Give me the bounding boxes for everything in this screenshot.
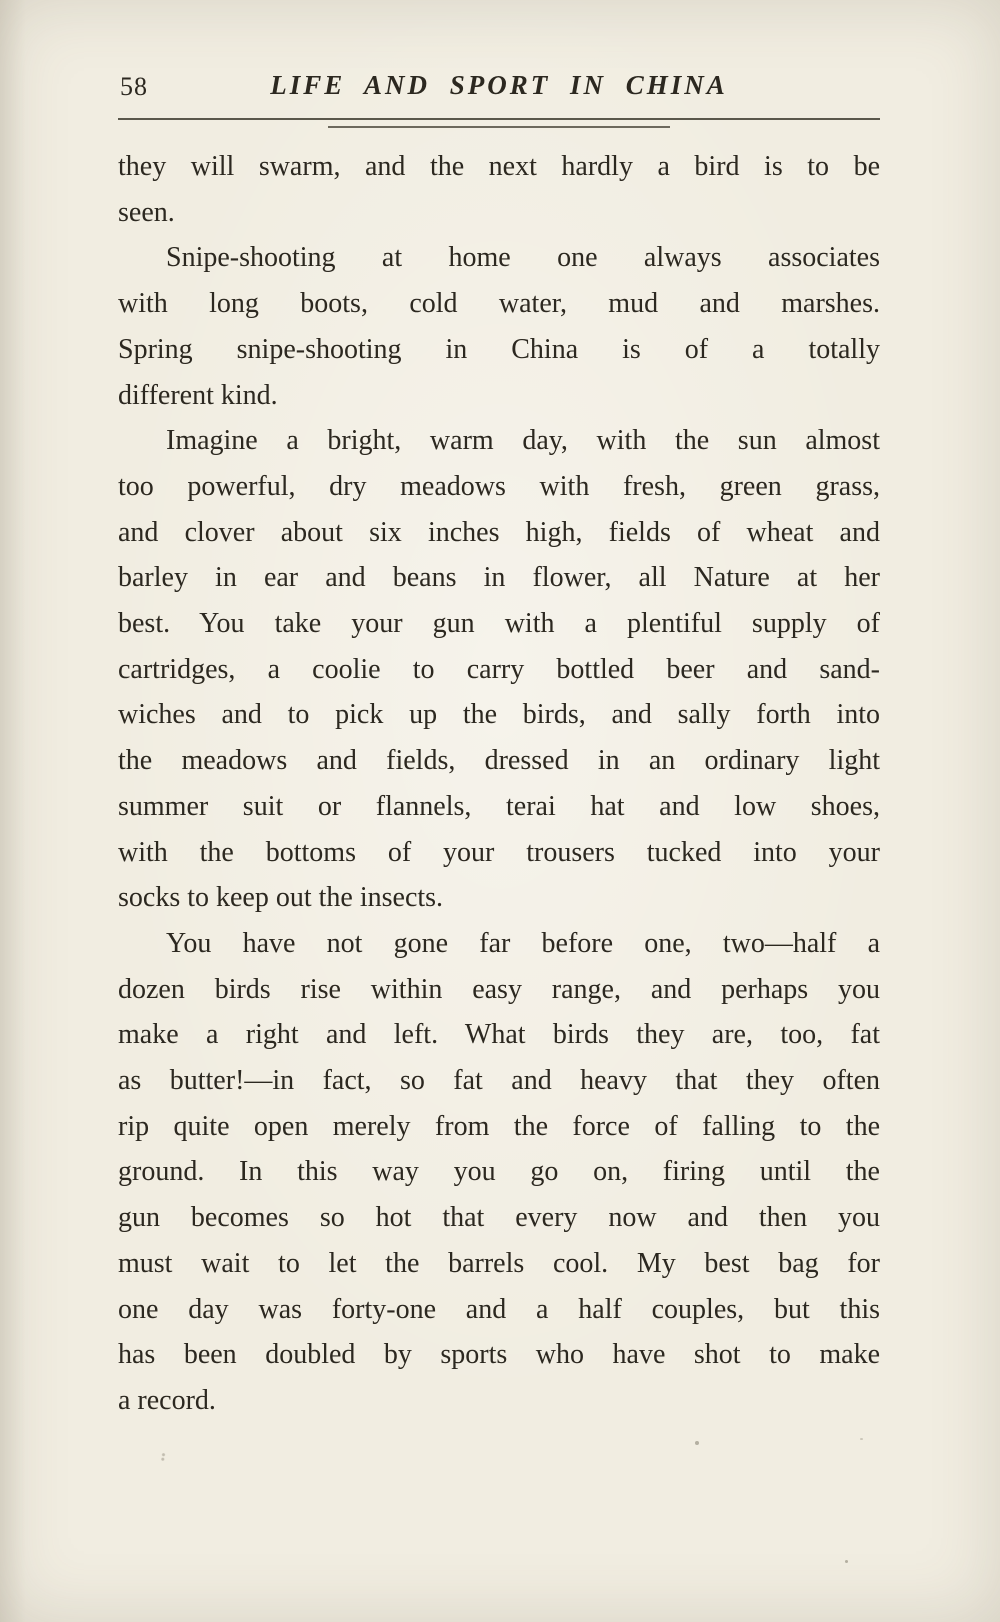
text-line: wiches and to pick up the birds, and sally forth into [118,699,880,731]
text-line: Spring snipe-shooting in China is of a totally [118,333,880,365]
text-line: Snipe-shooting at home one always associates [166,242,880,274]
text-line: too powerful, dry meadows with fresh, green grass, [118,470,880,502]
header-rule [118,118,880,120]
text-block [118,70,880,1424]
body-text [118,144,880,1424]
text-line: Imagine a bright, warm day, with the sun almost [166,425,880,457]
text-line: You have not gone far before one, two—half a [166,927,880,959]
text-line: rip quite open merely from the force of falling to the [118,1110,880,1142]
text-line: best. You take your gun with a plentiful supply of [118,608,880,640]
page-number: 58 [120,72,148,101]
text-line: socks to keep out the insects. [118,882,444,914]
text-line: barley in ear and beans in flower, all Nature at her [118,562,880,594]
text-line: summer suit or flannels, terai hat and low shoes, [118,790,880,822]
page-header [118,70,880,104]
text-line: and clover about six inches high, fields of wheat and [118,516,880,548]
text-line: cartridges, a coolie to carry bottled beer and sand- [118,653,880,685]
header-rule-secondary [328,126,670,128]
text-line: one day was forty-one and a half couples, but this [118,1293,880,1325]
text-line: as butter!—in fact, so fat and heavy that they often [118,1065,880,1097]
text-line: they will swarm, and the next hardly a bird is to be [118,151,880,182]
scan-speck [695,1441,699,1445]
text-line: must wait to let the barrels cool. My best bag for [118,1247,880,1279]
text-line: has been doubled by sports who have shot to make [118,1339,880,1371]
scan-speck [860,1438,863,1440]
text-line: make a right and left. What birds they are, too, fat [118,1019,880,1051]
text-line: dozen birds rise within easy range, and perhaps you [118,973,880,1005]
scan-speck [160,1452,167,1461]
running-head-title: LIFE AND SPORT IN CHINA [270,70,728,100]
text-line: with long boots, cold water, mud and marshes. [118,288,880,320]
text-line: with the bottoms of your trousers tucked into your [118,836,880,868]
scan-speck [845,1560,848,1563]
text-line: different kind. [118,379,278,411]
text-line: seen. [118,196,175,228]
text-line: a record. [118,1384,216,1416]
text-line: gun becomes so hot that every now and then you [118,1202,880,1234]
text-line: ground. In this way you go on, firing until the [118,1156,880,1188]
text-line: the meadows and fields, dressed in an ordinary light [118,745,880,777]
